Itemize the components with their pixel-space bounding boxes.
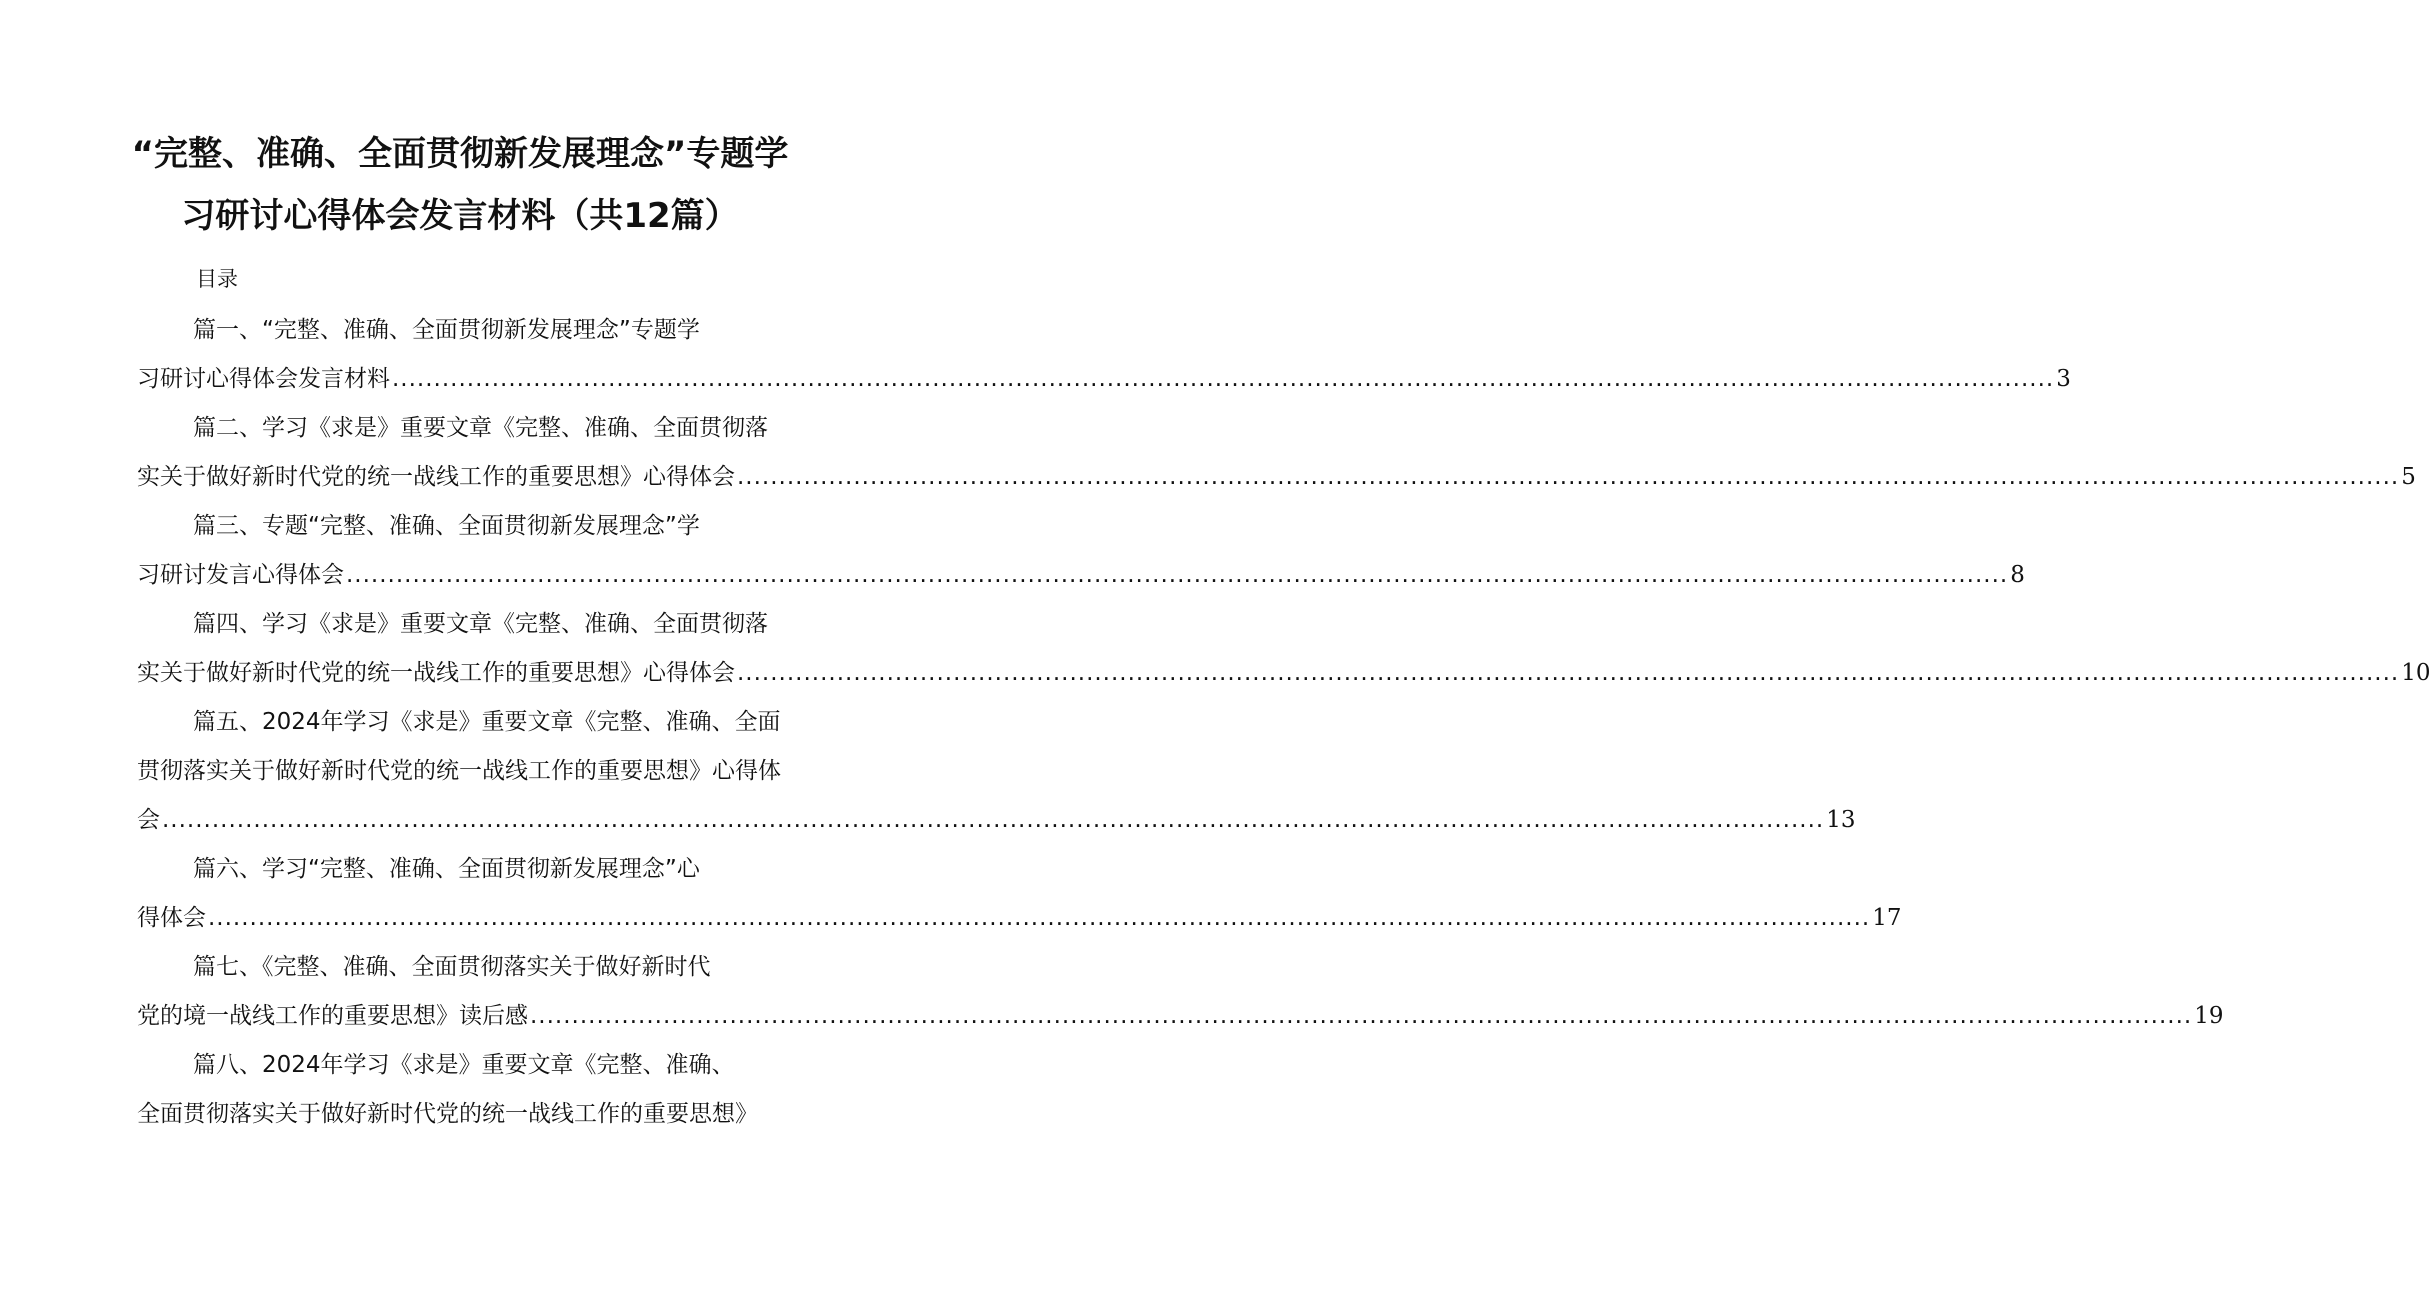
toc-entry-2-page: 5 [2401, 464, 2416, 490]
toc-entry-1-line-2: 习研讨心得体会发言材料 [137, 366, 390, 392]
toc-entry-4-page: 10 [2401, 660, 2431, 686]
toc-entry-8-line-1[interactable]: 篇八、2024年学习《求是》重要文章《完整、准确、 [193, 1052, 735, 1078]
toc-entry-1-page: 3 [2056, 366, 2071, 392]
toc-entry-1-last-line[interactable] [137, 364, 2071, 394]
toc-entry-2-line-2: 实关于做好新时代党的统一战线工作的重要思想》心得体会 [137, 464, 735, 490]
toc-leader-dots: ........................................................................................................................................................................................................ [737, 660, 2400, 686]
toc-entry-5-line-3: 会 [137, 807, 160, 833]
toc-entry-5-last-line[interactable] [137, 805, 1856, 835]
toc-entry-6-page: 17 [1872, 905, 1902, 931]
toc-entry-3-line-1[interactable]: 篇三、专题“完整、准确、全面贯彻新发展理念”学 [193, 513, 700, 539]
toc-entry-6-line-1[interactable]: 篇六、学习“完整、准确、全面贯彻新发展理念”心 [193, 856, 700, 882]
toc-leader-dots: ........................................................................................................................................................................................................ [530, 1003, 2193, 1029]
toc-leader-dots: ........................................................................................................................................................................................................ [737, 464, 2400, 490]
toc-entry-8-line-2[interactable]: 全面贯彻落实关于做好新时代党的统一战线工作的重要思想》 [137, 1101, 758, 1127]
toc-entry-4-line-1[interactable]: 篇四、学习《求是》重要文章《完整、准确、全面贯彻落 [193, 611, 768, 637]
toc-entry-3-line-2: 习研讨发言心得体会 [137, 562, 344, 588]
toc-entry-4-last-line[interactable] [137, 658, 2431, 688]
toc-entry-3-page: 8 [2010, 562, 2025, 588]
toc-leader-dots: ........................................................................................................................................................................................................ [162, 807, 1825, 833]
toc-heading: 目录 [196, 267, 238, 291]
toc-leader-dots: ........................................................................................................................................................................................................ [392, 366, 2055, 392]
toc-entry-3-last-line[interactable] [137, 560, 2025, 590]
toc-entry-6-last-line[interactable] [137, 903, 1902, 933]
toc-entry-6-line-2: 得体会 [137, 905, 206, 931]
toc-entry-7-line-2: 党的境一战线工作的重要思想》读后感 [137, 1003, 528, 1029]
toc-entry-7-last-line[interactable] [137, 1001, 2224, 1031]
toc-entry-7-page: 19 [2194, 1003, 2224, 1029]
toc-entry-7-line-1[interactable]: 篇七、《完整、准确、全面贯彻落实关于做好新时代 [193, 954, 711, 980]
toc-entry-2-last-line[interactable] [137, 462, 2416, 492]
toc-entry-1-line-1[interactable]: 篇一、“完整、准确、全面贯彻新发展理念”专题学 [193, 317, 700, 343]
toc-leader-dots: ........................................................................................................................................................................................................ [346, 562, 2009, 588]
toc-entry-5-line-2[interactable]: 贯彻落实关于做好新时代党的统一战线工作的重要思想》心得体 [137, 758, 781, 784]
toc-entry-2-line-1[interactable]: 篇二、学习《求是》重要文章《完整、准确、全面贯彻落 [193, 415, 768, 441]
toc-leader-dots: ........................................................................................................................................................................................................ [208, 905, 1871, 931]
document-title-line-2: 习研讨心得体会发言材料（共12篇） [181, 196, 739, 236]
toc-entry-5-line-1[interactable]: 篇五、2024年学习《求是》重要文章《完整、准确、全面 [193, 709, 781, 735]
toc-entry-4-line-2: 实关于做好新时代党的统一战线工作的重要思想》心得体会 [137, 660, 735, 686]
document-title-line-1: “完整、准确、全面贯彻新发展理念”专题学 [131, 134, 789, 174]
toc-entry-5-page: 13 [1826, 807, 1856, 833]
